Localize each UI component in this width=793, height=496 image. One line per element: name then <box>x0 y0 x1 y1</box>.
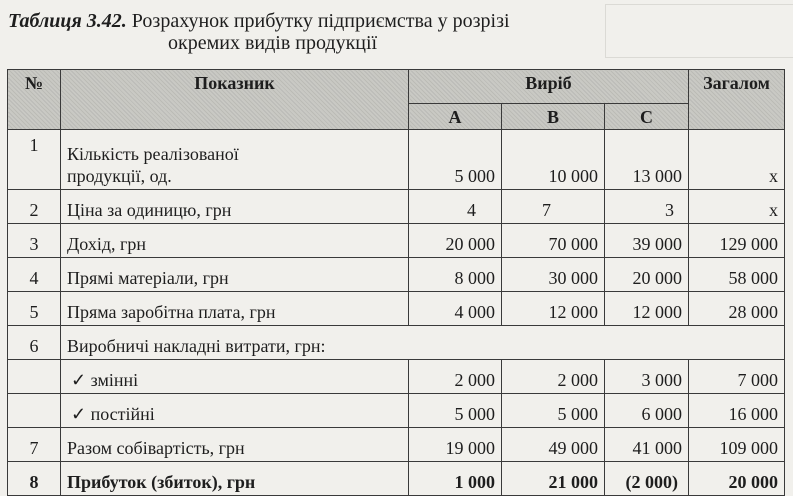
row-name <box>61 130 409 190</box>
cell-total: 7 000 <box>689 360 785 394</box>
table-row <box>8 462 785 496</box>
cell-total: x <box>689 130 785 190</box>
profit-table <box>7 69 785 496</box>
table-caption <box>8 10 608 54</box>
cell-a: 2 000 <box>409 360 502 394</box>
cell-c: 39 000 <box>605 224 689 258</box>
row-num: 2 <box>8 190 61 224</box>
cell-b: 21 000 <box>502 462 605 496</box>
table-row <box>8 394 785 428</box>
header-num: № <box>8 70 61 130</box>
cell-total: 58 000 <box>689 258 785 292</box>
header-product-b: B <box>502 104 605 130</box>
header-indicator: Показник <box>61 70 409 130</box>
cell-b: 30 000 <box>502 258 605 292</box>
cell-c: 6 000 <box>605 394 689 428</box>
row-name: Прямі матеріали, грн <box>61 258 409 292</box>
cell-a: 4 000 <box>409 292 502 326</box>
row-name: ✓ змінні <box>61 360 409 394</box>
cell-total: x <box>689 190 785 224</box>
row-num: 7 <box>8 428 61 462</box>
cell-a: 5 000 <box>409 394 502 428</box>
table-row <box>8 360 785 394</box>
cell-a: 1 000 <box>409 462 502 496</box>
row-name: Виробничі накладні витрати, грн: <box>61 326 785 360</box>
row-name: Ціна за одиницю, грн <box>61 190 409 224</box>
cell-c: 20 000 <box>605 258 689 292</box>
caption-text-line2: окремих видів продукції <box>168 32 378 54</box>
table-row <box>8 326 785 360</box>
cell-a: 4 <box>409 190 502 224</box>
cell-c: 13 000 <box>605 130 689 190</box>
cell-total: 28 000 <box>689 292 785 326</box>
table-row <box>8 292 785 326</box>
caption-text-line1: Розрахунок прибутку підприємства у розрізі <box>131 10 510 32</box>
header-row-1 <box>8 70 785 104</box>
cell-a: 5 000 <box>409 130 502 190</box>
row-num: 8 <box>8 462 61 496</box>
row-num: 4 <box>8 258 61 292</box>
row-name-line1: Кількість реалізованої <box>67 144 239 164</box>
table-row <box>8 428 785 462</box>
row-name: Пряма заробітна плата, грн <box>61 292 409 326</box>
header-product-c: C <box>605 104 689 130</box>
cell-total: 129 000 <box>689 224 785 258</box>
cell-total: 20 000 <box>689 462 785 496</box>
cell-c: 3 000 <box>605 360 689 394</box>
cell-c: (2 000) <box>605 462 689 496</box>
cell-c: 41 000 <box>605 428 689 462</box>
background-table-fragment <box>605 4 793 58</box>
caption-label: Таблиця 3.42. <box>8 10 127 32</box>
cell-total: 16 000 <box>689 394 785 428</box>
header-product-a: A <box>409 104 502 130</box>
cell-b: 5 000 <box>502 394 605 428</box>
row-num: 6 <box>8 326 61 360</box>
row-num: 3 <box>8 224 61 258</box>
row-name: ✓ постійні <box>61 394 409 428</box>
row-num <box>8 360 61 394</box>
row-name: Разом собівартість, грн <box>61 428 409 462</box>
cell-c: 3 <box>605 190 689 224</box>
row-name: Дохід, грн <box>61 224 409 258</box>
table-row <box>8 130 785 190</box>
cell-b: 70 000 <box>502 224 605 258</box>
cell-b: 49 000 <box>502 428 605 462</box>
cell-a: 20 000 <box>409 224 502 258</box>
cell-b: 10 000 <box>502 130 605 190</box>
table-row <box>8 258 785 292</box>
table-row <box>8 190 785 224</box>
cell-a: 8 000 <box>409 258 502 292</box>
cell-b: 12 000 <box>502 292 605 326</box>
row-num <box>8 394 61 428</box>
cell-a: 19 000 <box>409 428 502 462</box>
header-total: Загалом <box>689 70 785 130</box>
cell-b: 7 <box>502 190 605 224</box>
header-product: Виріб <box>409 70 689 104</box>
row-name: Прибуток (збиток), грн <box>61 462 409 496</box>
cell-b: 2 000 <box>502 360 605 394</box>
cell-c: 12 000 <box>605 292 689 326</box>
row-name-line2: продукції, од. <box>67 166 172 186</box>
cell-total: 109 000 <box>689 428 785 462</box>
row-num: 5 <box>8 292 61 326</box>
row-num: 1 <box>8 130 61 190</box>
table-row <box>8 224 785 258</box>
